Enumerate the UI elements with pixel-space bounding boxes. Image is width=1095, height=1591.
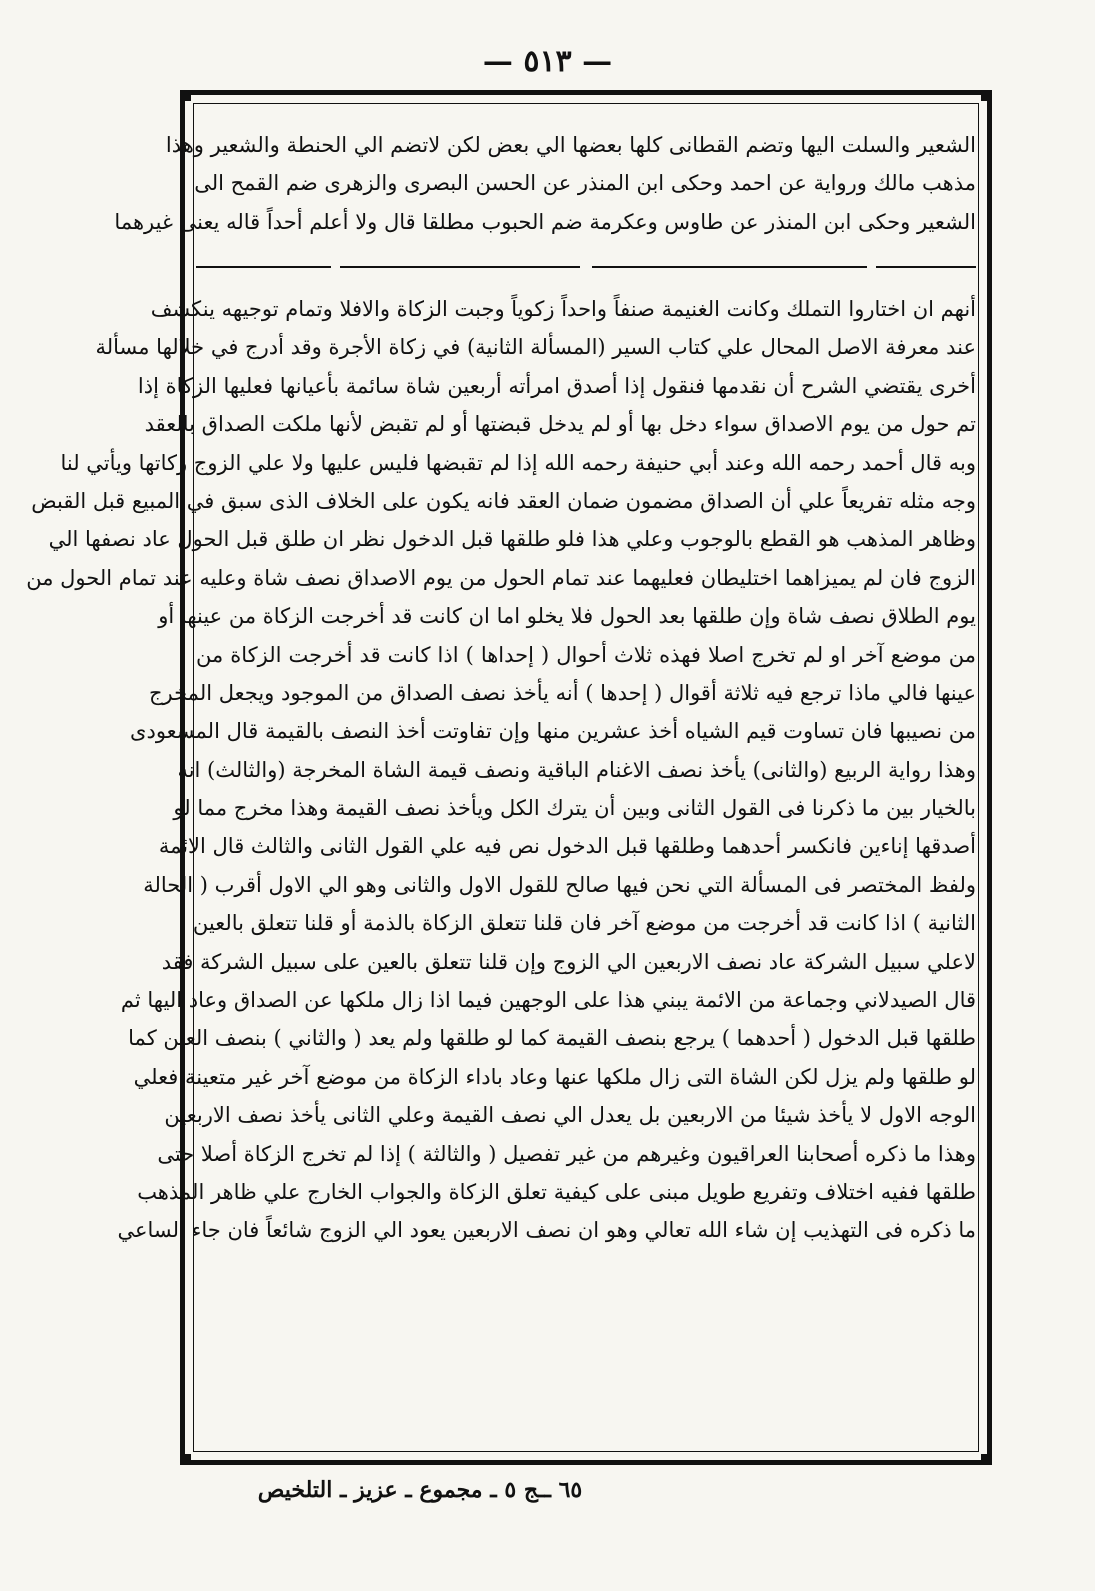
main-text-line: الشعير والسلت اليها وتضم القطانى كلها بعضها الي بعض لكن لاتضم الي الحنطة والشعير وهذا [165, 133, 976, 157]
commentary-line: وهذا رواية الربيع (والثانى) يأخذ نصف الاغنام الباقية ونصف قيمة الشاة المخرجة (والثالث) انه [177, 757, 976, 782]
commentary-line: لو طلقها ولم يزل لكن الشاة التى زال ملكها عنها وعاد باداء الزكاة من موضع آخر غير متعينة فعلي [133, 1064, 976, 1089]
commentary-line: وهذا ما ذكره أصحابنا العراقيون وغيرهم من غير تفصيل ( والثالثة ) إذا لم تخرج الزكاة أصلا حتى [157, 1141, 976, 1166]
commentary-line: يوم الطلاق نصف شاة وإن طلقها بعد الحول فلا يخلو اما ان كانت قد أخرجت الزكاة من عينها أو [158, 604, 976, 629]
border-corner-ornament [181, 1454, 191, 1464]
main-text-line: مذهب مالك ورواية عن احمد وحكى ابن المنذر عن الحسن البصرى والزهرى ضم القمح الى [194, 171, 976, 196]
page-footer-signature: ٦٥ ــج ٥ ـ مجموع ـ عزيز ـ التلخيص [257, 1477, 583, 1503]
section-divider [592, 266, 867, 268]
main-text-block [114, 126, 976, 241]
commentary-text-block [26, 290, 976, 1250]
commentary-line: الوجه الاول لا يأخذ شيئا من الاربعين بل يعدل الي نصف القيمة وعلي الثانى يأخذ نصف الاربعين [164, 1103, 976, 1128]
commentary-line: قال الصيدلاني وجماعة من الائمة يبني هذا على الوجهين فيما اذا زال ملكها عن الصداق وعاد اليها ثم [120, 988, 976, 1013]
commentary-line: الثانية ) اذا كانت قد أخرجت من موضع آخر فان قلنا تتعلق الزكاة بالذمة أو قلنا تتعلق بالعين [192, 911, 976, 936]
commentary-line: بالخيار بين ما ذكرنا فى القول الثانى وبين أن يترك الكل ويأخذ نصف القيمة وهذا مخرج مما لو [173, 796, 976, 821]
main-text-line: الشعير وحكى ابن المنذر عن طاوس وعكرمة ضم الحبوب مطلقا قال ولا أعلم أحداً قاله يعنى غيرهما [114, 209, 976, 234]
section-divider [876, 266, 976, 268]
commentary-line: أنهم ان اختاروا التملك وكانت الغنيمة صنفاً واحداً زكوياً وجبت الزكاة والافلا وتمام توجيهه ينكشف [150, 297, 976, 321]
commentary-line: تم حول من يوم الاصداق سواء دخل بها أو لم يدخل قبضتها أو لم تقبض لأنها ملكت الصداق بالعقد [144, 412, 976, 437]
commentary-line: لاعلي سبيل الشركة عاد نصف الاربعين الي الزوج وإن قلنا تتعلق بالعين على سبيل الشركة فقد [161, 949, 976, 974]
section-divider [340, 266, 580, 268]
commentary-line: من موضع آخر او لم تخرج اصلا فهذه ثلاث أحوال ( إحداها ) اذا كانت قد أخرجت الزكاة من [196, 642, 976, 667]
commentary-line: ما ذكره فى التهذيب إن شاء الله تعالي وهو ان نصف الاربعين يعود الي الزوج شائعاً فان جاء الساعي [117, 1218, 976, 1243]
border-corner-ornament [181, 91, 191, 101]
section-divider [196, 266, 331, 268]
commentary-line: وجه مثله تفريعاً علي أن الصداق مضمون ضمان العقد فانه يكون على الخلاف الذى سبق في المبيع قبل القبض [31, 488, 976, 513]
commentary-line: أصدقها إناءين فانكسر أحدهما وطلقها قبل الدخول نص فيه علي القول الثانى والثالث قال الائمة [158, 834, 976, 859]
commentary-line: وظاهر المذهب هو القطع بالوجوب وعلي هذا فلو طلقها قبل الدخول نظر ان طلق قبل الحول عاد نصفها الي [48, 527, 976, 552]
commentary-line: عينها فالي ماذا ترجع فيه ثلاثة أقوال ( إحدها ) أنه يأخذ نصف الصداق من الموجود ويجعل المخرج [148, 680, 976, 705]
commentary-line: وبه قال أحمد رحمه الله وعند أبي حنيفة رحمه الله إذا لم تقبضها فليس عليها ولا علي الزوج زكاتها ويأتي لنا [60, 450, 976, 475]
commentary-line: عند معرفة الاصل المحال علي كتاب السير (المسألة الثانية) في زكاة الأجرة وقد أدرج في خلالها مسألة [95, 335, 976, 360]
border-corner-ornament [981, 91, 991, 101]
page-number: — ٥١٣ — [482, 44, 613, 79]
commentary-line: أخرى يقتضي الشرح أن نقدمها فنقول إذا أصدق امرأته أربعين شاة سائمة بأعيانها فعليها الزكاة إذا [137, 373, 976, 398]
commentary-line: ولفظ المختصر فى المسألة التي نحن فيها صالح للقول الاول والثانى وهو الي الاول أقرب ( الحالة [143, 872, 976, 897]
commentary-line: طلقها ففيه اختلاف وتفريع طويل مبنى على كيفية تعلق الزكاة والجواب الخارج علي ظاهر المذهب [137, 1179, 976, 1204]
commentary-line: من نصيبها فان تساوت قيم الشياه أخذ عشرين منها وإن تفاوتت أخذ النصف بالقيمة قال المسعودى [130, 719, 976, 744]
commentary-line: الزوج فان لم يميزاهما اختليطان فعليهما عند تمام الحول من يوم الاصداق نصف شاة وعليه عند تمام الحول من [26, 565, 976, 590]
border-corner-ornament [981, 1454, 991, 1464]
commentary-line: طلقها قبل الدخول ( أحدهما ) يرجع بنصف القيمة كما لو طلقها ولم يعد ( والثاني ) بنصف العين كما [128, 1026, 976, 1051]
